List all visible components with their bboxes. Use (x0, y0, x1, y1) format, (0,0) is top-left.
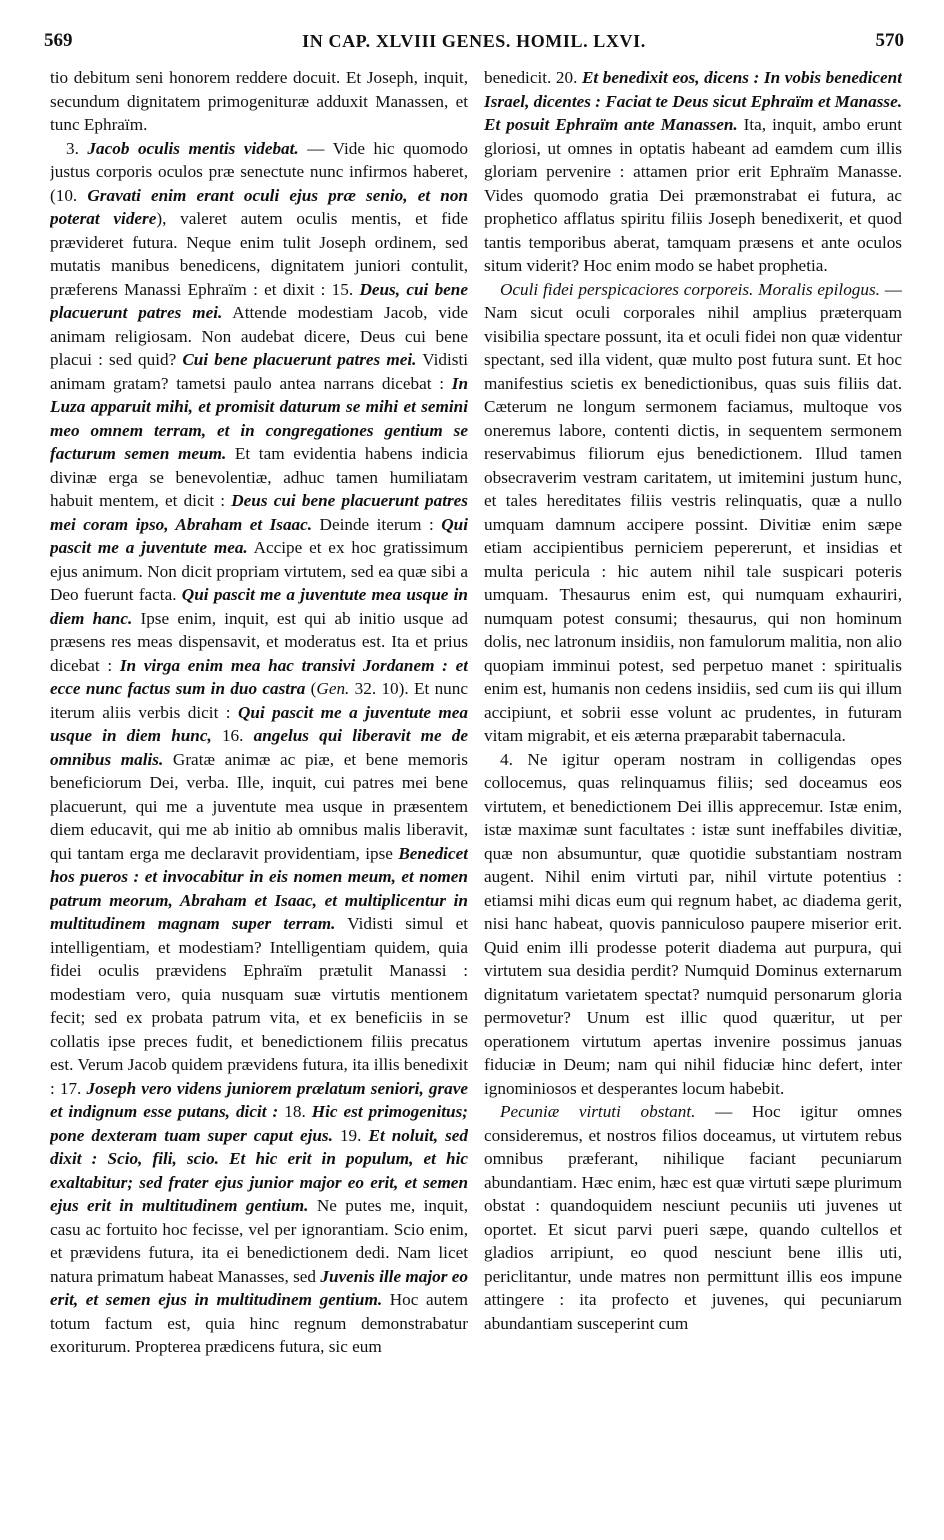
body-text: — Vide hic quomodo justus corporis oculos præ senectute nunc infirmos haberet, (10. (50, 138, 468, 205)
scripture-quote: angelus qui liberavit me de omnibus malis. (50, 726, 468, 769)
body-text: Hoc autem totum factum est, quia hinc regnum demonstrabatur exoriturum. Propterea prædicens futura, sic eum (50, 1290, 468, 1356)
scripture-quote: Qui pascit me a juventute mea usque in diem hunc, (50, 702, 468, 745)
scripture-quote: Deus cui bene placuerunt patres mei coram ipso, Abraham et Isaac. (50, 491, 468, 534)
right-column (484, 66, 902, 1506)
scripture-quote: In virga enim mea hac transivi Jordanem : et ecce nunc factus sum in duo castra (50, 655, 468, 698)
left-column-paragraph (50, 137, 468, 1359)
italic-text: Gen. (316, 679, 350, 698)
scripture-quote: Joseph vero videns juniorem prælatum seniori, grave et indignum esse putans, dicit : (50, 1078, 468, 1121)
scripture-quote: Et noluit, sed dixit : Scio, fili, scio. Et hic erit in populum, et hic exaltabitur; sed frater ejus junior major eo erit, et semen ejus erit in multitudinem gentium. (50, 1125, 468, 1215)
running-title: IN CAP. XLVIII GENES. HOMIL. LXVI. (302, 31, 646, 51)
body-text: Vidisti animam gratam? tametsi paulo antea narrans dicebat : (50, 350, 468, 393)
right-column-paragraph (484, 66, 902, 278)
scripture-quote: Gravati enim erant oculi ejus præ senio, et non poterat videre (50, 185, 468, 228)
body-text: 32. 10). Et nunc iterum aliis verbis dicit : (50, 679, 468, 722)
body-text: tio debitum seni honorem reddere docuit. Et Joseph, inquit, secundum dignitatem primogenituræ adduxit Manassen, et tunc Ephraïm. (50, 68, 468, 134)
scripture-quote: Juvenis ille major eo erit, et semen ejus in multitudinem gentium. (50, 1266, 468, 1309)
right-column-paragraph (484, 278, 902, 748)
body-text: benedicit. 20. (484, 68, 582, 87)
scripture-quote: Hic est primogenitus; pone dexteram tuam super caput ejus. (50, 1102, 468, 1145)
right-column-paragraph (484, 1100, 902, 1335)
body-text: ( (305, 679, 317, 698)
scripture-quote: Qui pascit me a juventute mea. (50, 514, 468, 557)
scripture-quote: Et benedixit eos, dicens : In vobis benedicent Israel, dicentes : Faciat te Deus sicut Ephraïm et Manasse. Et posuit Ephraïm ante Manassen. (484, 68, 902, 134)
body-text: Ita, inquit, ambo erunt gloriosi, ut omnes in optatis habeant ad eamdem cum illis gloriam pervenire : attamen prior erit Ephraïm Manasse. Vides quomodo gratia Dei præmonstrabat ei futura, ac prophetico afflatus spiritu filiis Joseph benedixerit, et quod tantis temporibus aberat, tamquam præsens et ante oculos situm viderit? Hoc enim modo se habet prophetia. (484, 115, 902, 275)
italic-text: Oculi fidei perspicaciores corporeis. Moralis epilogus. (500, 279, 880, 299)
scripture-quote: Jacob oculis mentis videbat. (87, 138, 299, 158)
page-header (44, 30, 904, 56)
body-text: 4. Ne igitur operam nostram in colligendas opes collocemus, quas relinquamus filiis; sed doceamus eos virtutem, et benedictionem Dei illis apprecemur. Istæ enim, istæ maximæ sunt facultates : istæ sunt ineffabiles divitiæ, quæ non absumuntur, quæ quotidie substantiam nostram augent. Nihil enim virtuti par, nihil virtute potentius : etiamsi mihi dicas eum qui regnum habet, ac diadema gerit, nisi hanc habeat, quovis panniculoso paupere miserior erit. Quid enim illi prodesse poterit diadema aut purpura, qui virtutem sua desidia perdit? Numquid Dominus externarum dignitatum varietatem spectat? numquid personarum gloria permovetur? Unum est illic quod quæritur, ut per operationem virtutum apertas invenire possimus januas fiduciæ in Deum; nam qui nihil fiduciæ hinc defert, inter ignominiosos et desperantes locum habebit. (484, 749, 902, 1098)
body-text: 19. (332, 1125, 369, 1145)
body-text: Ne putes me, inquit, casu ac fortuito hoc fecisse, vel per ignorantiam. Scio enim, et prævidens futura, ita ei benedictionem dedi. Nam licet natura primatum habeat Manasses, sed (50, 1196, 468, 1286)
body-text: — Hoc igitur omnes consideremus, et nostros filios doceamus, ut virtutem rebus omnibus præferant, nihilique faciant pecuniarum abundantiam. Hæc enim, hæc est quæ virtuti sæpe plurimum obstat : quandoquidem nesciunt pecuniis uti juvenes ut oportet. Et sicut parvi pueri sæpe, quando cultellos et gladios arripiunt, eo quod nesciunt bene illis uti, periclitantur, unde matres non permittunt illis eos impune attingere : ita profecto et juvenes, qui pecuniarum abundantiam susceperint cum (484, 1102, 902, 1333)
body-text: Attende modestiam Jacob, vide animam religiosam. Non audebat dicere, Deus cui bene placui : sed quid? (50, 303, 468, 369)
body-text: Ipse enim, inquit, est qui ab initio usque ad præsens res meas dispensavit, et moderatus est. Ita et prius dicebat : (50, 608, 468, 675)
scripture-quote: In Luza apparuit mihi, et promisit daturum se mihi et semini meo omnem terram, et in congregationes gentium se facturum semen meum. (50, 373, 468, 463)
left-column (50, 66, 468, 1506)
body-text: 3. (66, 138, 88, 158)
scripture-quote: Benedicet hos pueros : et invocabitur in eis nomen meum, et nomen patrum meorum, Abraham et Isaac, et multiplicentur in multitudinem magnam super terram. (50, 843, 468, 933)
page-number-left: 569 (44, 30, 73, 51)
body-text: Vidisti simul et intelligentiam, et modestiam? Intelligentiam quidem, quia fidei oculis prævidens Ephraïm prætulit Manassi : modestiam vero, quia nusquam suæ virtutis mentionem fecit; sed ex probata patrum vita, et ex beneficiis in se collatis ipse preces fudit, et benedictionem filiis precatus est. Verum Jacob quidem prævidens futura, ita illis benedixit : 17. (50, 914, 468, 1098)
body-text: Gratæ animæ ac piæ, et bene memoris beneficiorum Dei, verba. Ille, inquit, cui patres mei bene placuerunt, qui me a juventute mea usque in præsentem diem educavit, qui me ab initio ab omnibus malis liberavit, qui tantam erga me declaravit providentiam, ipse (50, 749, 468, 863)
italic-text: Pecuniæ virtuti obstant. (500, 1102, 696, 1121)
right-column-paragraph (484, 748, 902, 1101)
body-text: 18. (278, 1102, 312, 1121)
left-column-paragraph (50, 66, 468, 137)
body-text: ), valeret autem oculis mentis, et fide prævideret futura. Neque enim tulit Joseph ordinem, sed mutatis manibus benedicens, dignitatem juniori contulit, præferens Manassi Ephraïm : et dixit : 15. (50, 209, 468, 299)
scripture-quote: Cui bene placuerunt patres mei. (182, 350, 417, 369)
scripture-quote: Deus, cui bene placuerunt patres mei. (50, 279, 468, 322)
scripture-quote: Qui pascit me a juventute mea usque in diem hanc. (50, 585, 468, 628)
page-number-right: 570 (875, 30, 904, 51)
body-text: — Nam sicut oculi corporales nihil amplius præterquam visibilia spectare possunt, ita et oculi fidei non quæ videntur spectant, sed illa vident, quæ multo post futura sunt. Et hoc manifestius scietis ex benedictionibus, quas suis filiis dat. Cæterum ne longum sermonem faciamus, multoque vos oneremus labore, contenti dictis, in sequentem sermonem reservabimus filiorum ejus benedictionem. Illud tamen obsecraverim vestram caritatem, ut imitemini justum hunc, et tales hereditates filiis vestris relinquatis, quæ a nullo umquam damnum accipere possint. Divitiæ enim sæpe etiam accipientibus perniciem pepererunt, et insidias et multa pericula : hic autem nihil tale suspicari poteris umquam. Thesaurus enim est, qui numquam exhauriri, numquam potest consumi; thesaurus, qui non hominum dolis, nec latronum insidiis, non famulorum malitia, non alio quopiam imminui potest, sed perpetuo manet : spiritualis enim est, humanis non cedens insidiis, sed cum iis qui illum accipiunt, et sobrii esse volunt ac prudentes, in futuram vitam migrabit, et eis æterna præparabit tabernacula. (484, 279, 902, 745)
body-text: Et tam evidentia habens indicia divinæ erga se benevolentiæ, adhuc tamen humiliatam habuit mentem, et dicit : (50, 444, 468, 510)
body-text: 16. (211, 726, 254, 745)
body-text: Deinde iterum : (312, 514, 442, 534)
body-text: Accipe et ex hoc gratissimum ejus animum. Non dicit propriam virtutem, sed ea quæ sibi a Deo fuerunt facta. (50, 538, 468, 604)
